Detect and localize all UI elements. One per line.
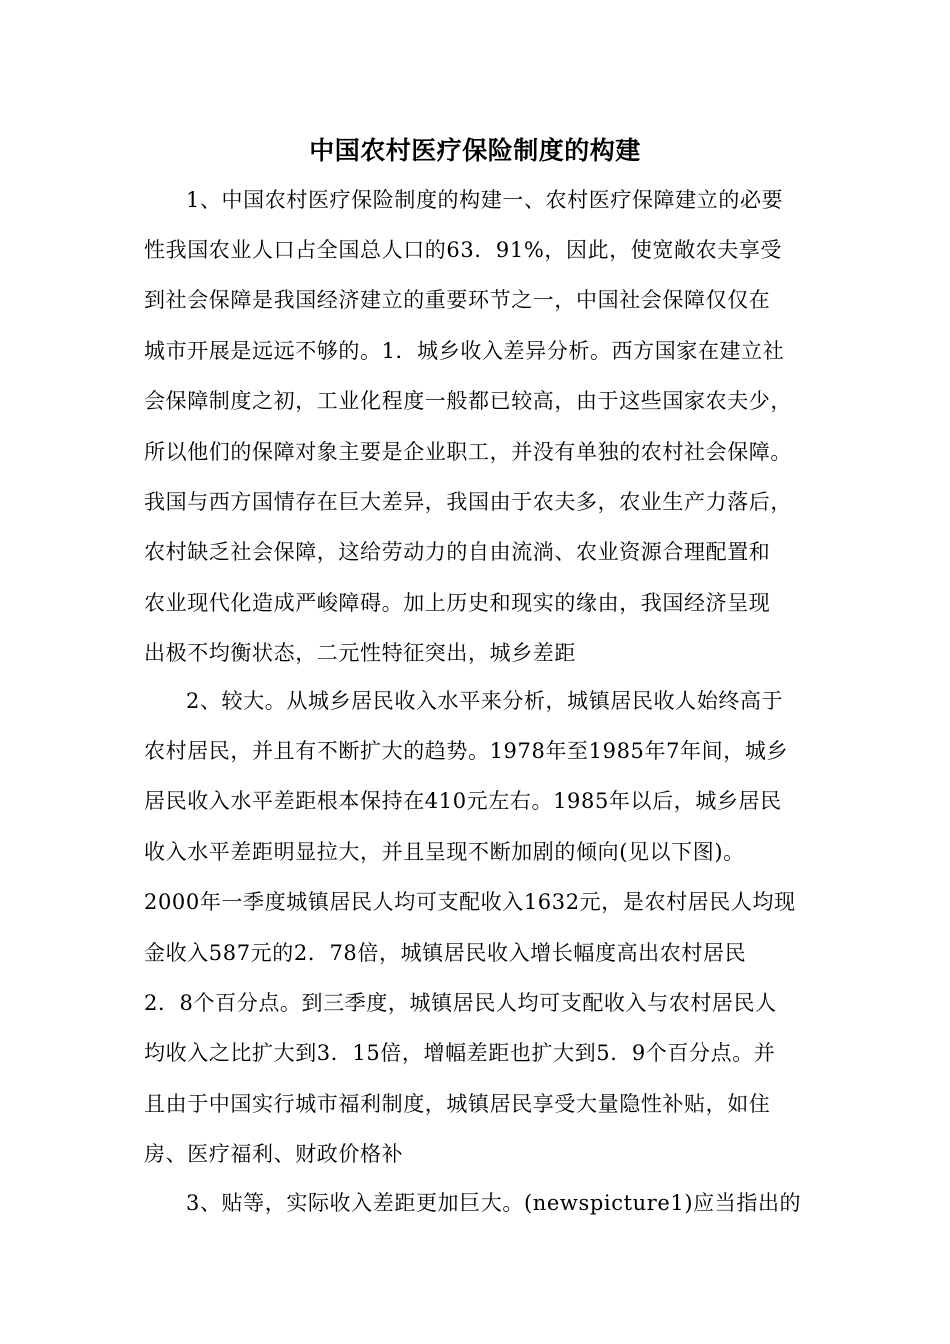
- text-line: 出极不均衡状态，二元性特征突出，城乡差距: [144, 641, 576, 665]
- text-line: 到社会保障是我国经济建立的重要环节之一，中国社会保障仅仅在: [144, 288, 771, 312]
- text-line: 2、较大。从城乡居民收入水平来分析，城镇居民收人始终高于: [186, 689, 784, 713]
- text-line: 所以他们的保障对象主要是企业职工，并没有单独的农村社会保障。: [144, 440, 792, 464]
- text-line: 农村缺乏社会保障，这给劳动力的自由流淌、农业资源合理配置和: [144, 540, 771, 564]
- text-line: 金收入587元的2．78倍，城镇居民收入增长幅度高出农村居民: [144, 941, 747, 965]
- text-line: 农业现代化造成严峻障碍。加上历史和现实的缘由，我国经济呈现: [144, 591, 771, 615]
- text-line: 我国与西方国情存在巨大差异，我国由于农夫多，农业生产力落后，: [144, 490, 792, 514]
- text-line: 2000年一季度城镇居民人均可支配收入1632元，是农村居民人均现: [144, 890, 796, 914]
- text-line: 性我国农业人口占全国总人口的63．91%，因此，使宽敞农夫享受: [144, 238, 782, 262]
- text-line: 1、中国农村医疗保险制度的构建一、农村医疗保障建立的必要: [186, 188, 784, 212]
- text-line: 收入水平差距明显拉大，并且呈现不断加剧的倾向(见以下图)。: [144, 840, 745, 864]
- document-title: 中国农村医疗保险制度的构建: [309, 136, 641, 165]
- text-line: 房、医疗福利、财政价格补: [144, 1142, 404, 1166]
- text-line: 居民收入水平差距根本保持在410元左右。1985年以后，城乡居民: [144, 789, 782, 813]
- text-line: 均收入之比扩大到3．15倍，增幅差距也扩大到5．9个百分点。并: [144, 1041, 776, 1065]
- text-line: 农村居民，并且有不断扩大的趋势。1978年至1985年7年间，城乡: [144, 739, 789, 763]
- text-line: 会保障制度之初，工业化程度一般都已较高，由于这些国家农夫少，: [144, 389, 792, 413]
- text-line: 2．8个百分点。到三季度，城镇居民人均可支配收入与农村居民人: [144, 991, 777, 1015]
- text-line: 3、贴等，实际收入差距更加巨大。(newspicture1)应当指出的: [186, 1191, 802, 1215]
- text-line: 城市开展是远远不够的。1．城乡收入差异分析。西方国家在建立社: [144, 339, 785, 363]
- text-line: 且由于中国实行城市福利制度，城镇居民享受大量隐性补贴，如住: [144, 1092, 771, 1116]
